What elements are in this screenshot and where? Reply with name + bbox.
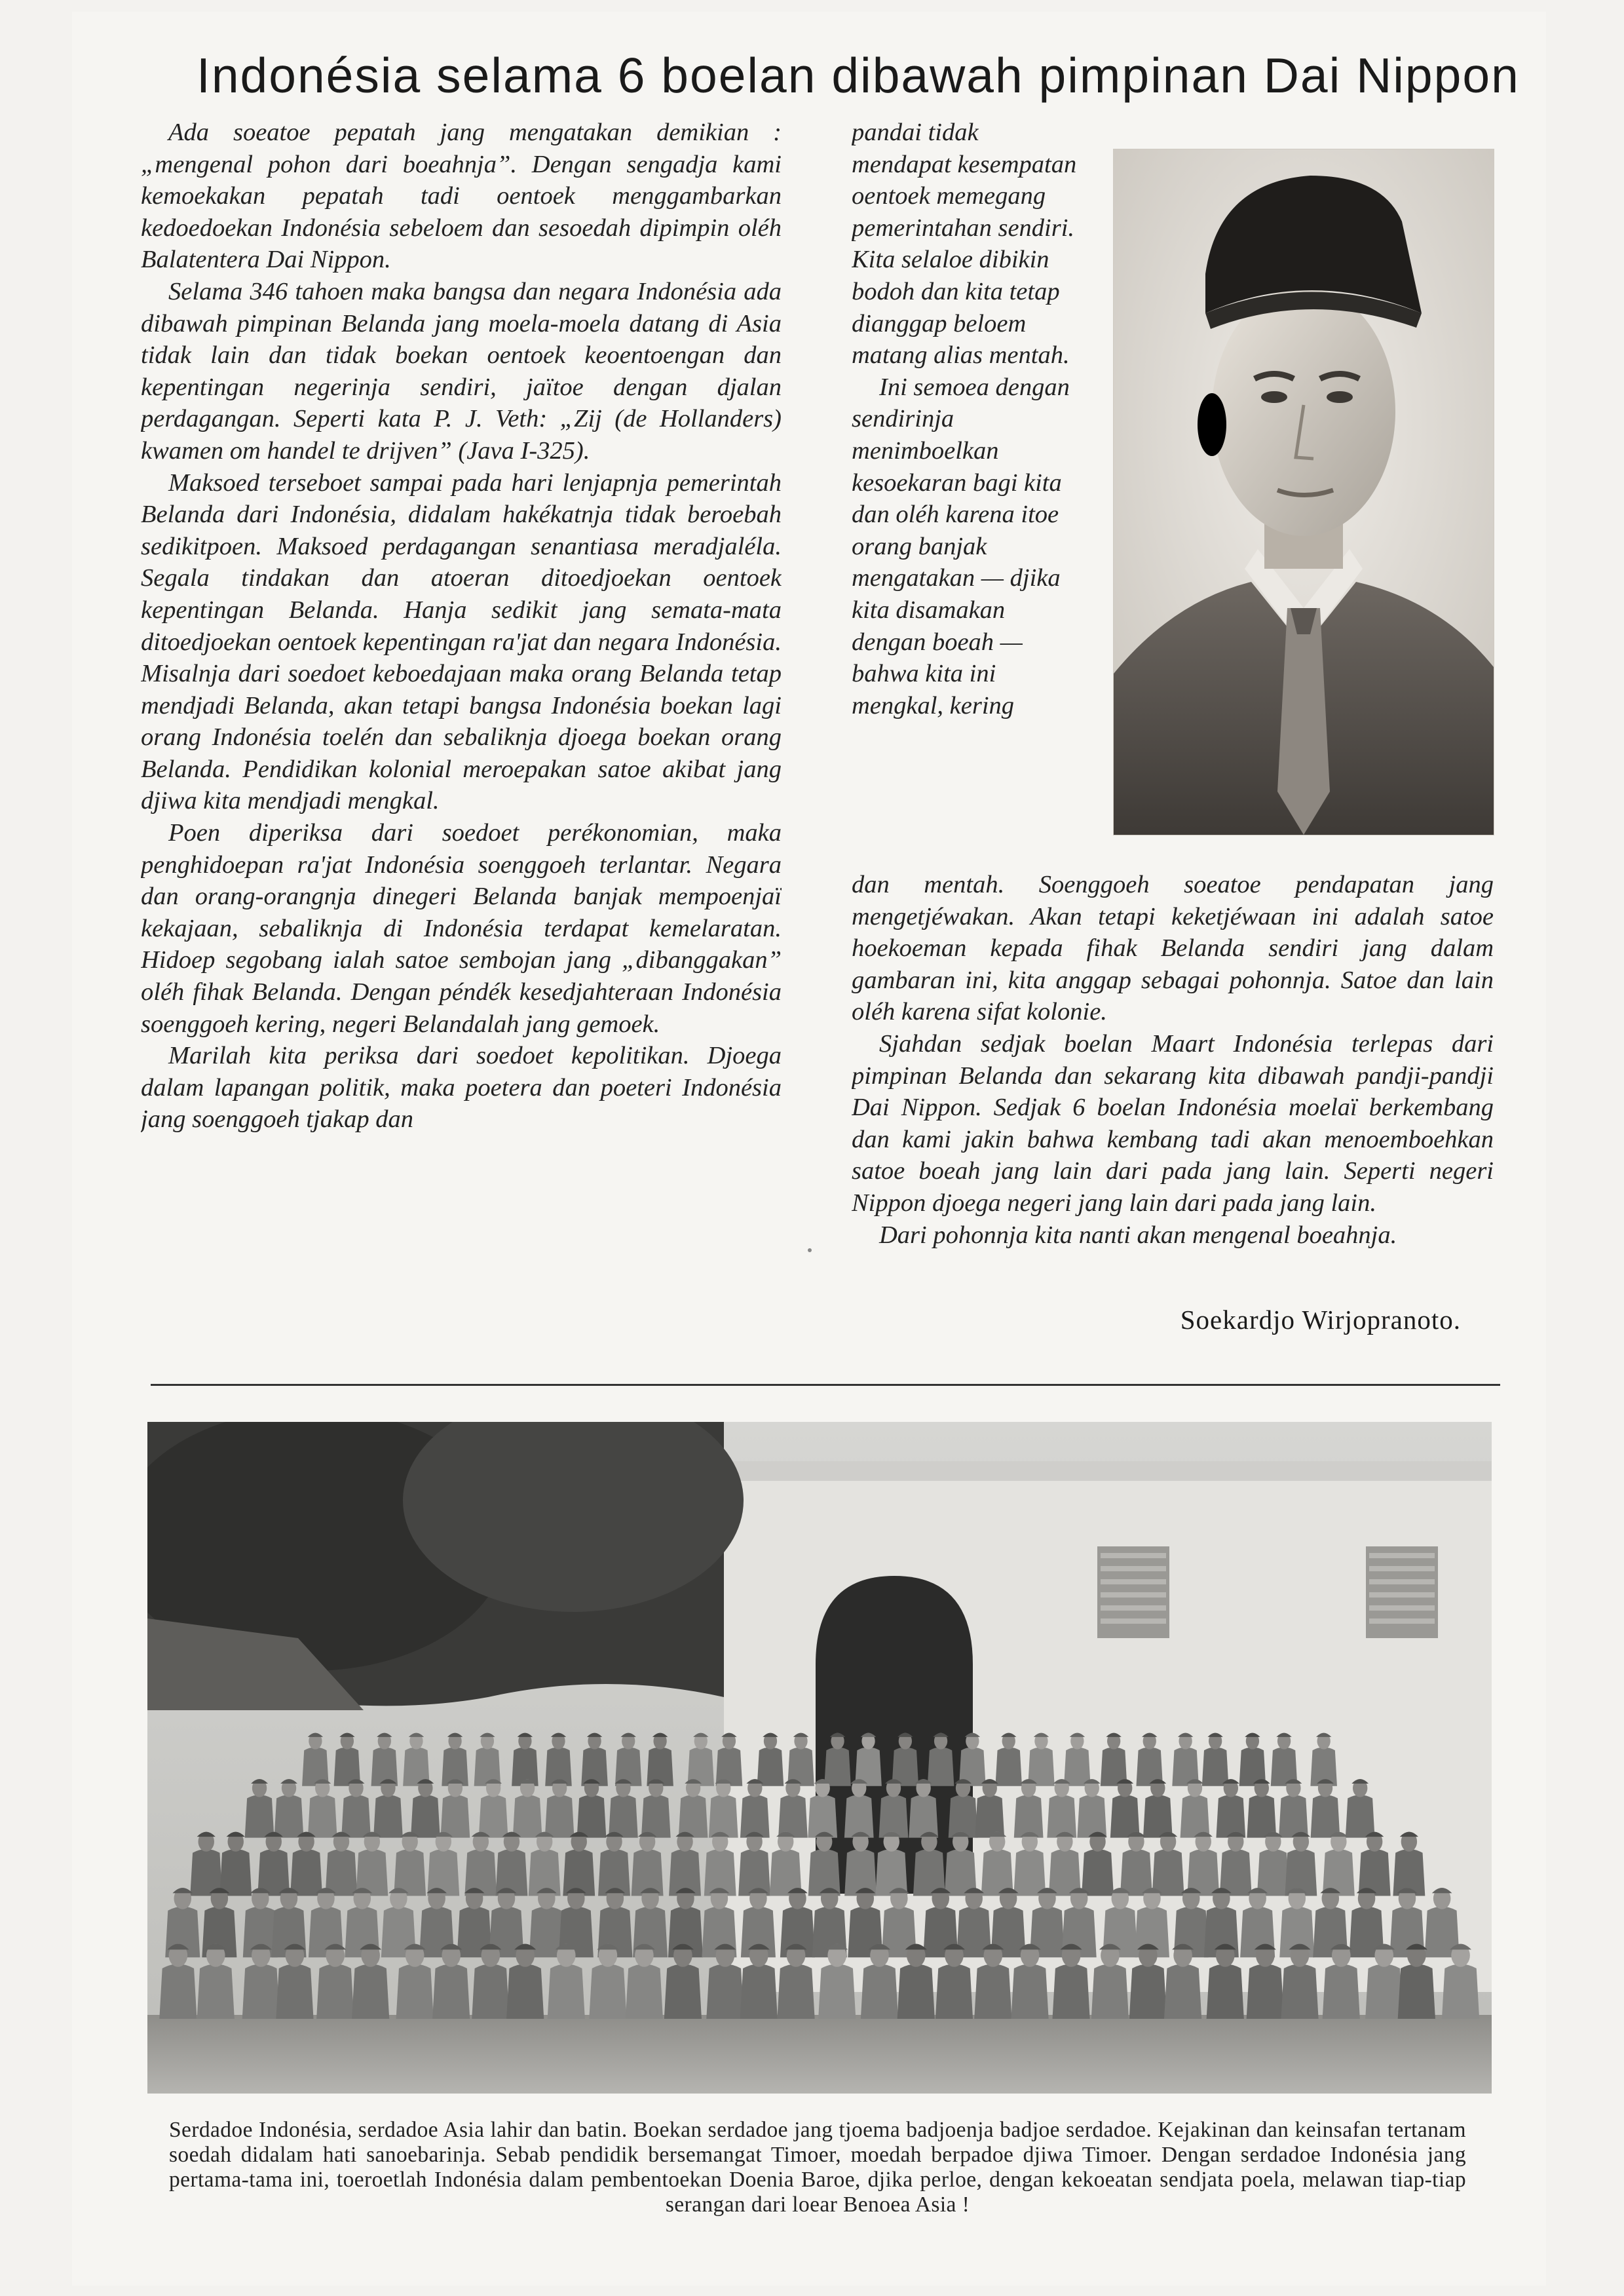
soldier-figure [1129, 1964, 1167, 2019]
soldier-figure [373, 1795, 403, 1837]
author-signature: Soekardjo Wirjopranoto. [1180, 1305, 1461, 1335]
soldier-figure [861, 1964, 898, 2019]
soldier-figure [740, 1795, 770, 1837]
soldier-figure [1110, 1795, 1140, 1837]
soldier-figure [513, 1795, 542, 1837]
soldier-figure [506, 1964, 544, 2019]
soldier-figure [879, 1795, 909, 1837]
soldier-figure [1207, 1964, 1244, 2019]
soldier-figure [1202, 1748, 1229, 1786]
soldier-figure [1011, 1964, 1048, 2019]
soldier-figure [496, 1849, 528, 1896]
paragraph: Sjahdan sedjak boelan Maart Indonésia terlepas dari pimpinan Belanda dan sekarang kita dibawah pandji-pandji Dai Nippon. Sedjak 6 boelan Indonésia moelaï berkembang dan kami jakin bahwa kembang tadi akan menoemboehkan satoe boeah jang lain dari pada jang lain. Seperti negeri Nippon djoega negeri jang lain dari pada jang lain. [852, 1029, 1494, 1217]
soldier-figure [545, 1795, 575, 1837]
soldier-figure [844, 1795, 874, 1837]
soldier-figure [935, 1964, 973, 2019]
soldier-figure [1323, 1964, 1360, 2019]
ink-speck [808, 1248, 812, 1252]
soldier-figure [577, 1795, 607, 1837]
soldier-figure [1247, 1795, 1276, 1837]
soldier-figure [778, 1795, 808, 1837]
soldier-figure [1442, 1964, 1479, 2019]
paragraph: Ada soeatoe pepatah jang mengatakan demikian : „mengenal pohon dari boeahnja”. Dengan sengadja kami kemoekakan pepatah tadi oentoek menggambarkan kedoedoekan Indonésia sebeloem dan sesoedah dipimpin oléh Balatentera Dai Nippon. [141, 119, 782, 274]
soldier-figure [290, 1849, 322, 1896]
group-photo-illustration [147, 1422, 1492, 2094]
soldier-figure [1091, 1964, 1129, 2019]
soldier-figure [1346, 1795, 1375, 1837]
soldier-figure [589, 1964, 626, 2019]
photo-caption: Serdadoe Indonésia, serdadoe Asia lahir dan batin. Boekan serdadoe jang tjoema badjoenja badjoe serdadoe. Kejakinan dan keinsafan tertanam soedah didalam hati sanoebarinja. Sebab pendidik bersemangat Timoer, moedah berpadoe djiwa Timoer. Dengan serdadoe Indonésia jang pertama-tama ini, toeroetlah Indonésia dalam pembentoekan Doenia Baroe, djika perloe, dengan kekoeatan sendjata poela, melawan tiap-tiap serangan dari loear Benoea Asia ! [169, 2118, 1466, 2217]
soldier-figure [626, 1964, 663, 2019]
portrait-illustration [1114, 149, 1494, 835]
soldier-figure [411, 1795, 440, 1837]
soldier-figure [274, 1795, 304, 1837]
soldier-figure [1152, 1849, 1184, 1896]
paragraph: Maksoed terseboet sampai pada hari lenjapnja pemerintah Belanda dari Indonésia, didalam hakékatnja tidak beroebah sedikitpoen. Maksoed perdagangan senantiasa meradjaléla. Segala tindakan dan atoeran ditoedjoekan oentoek kepentingan Belanda. Hanja sedikit jang semata-mata ditoedjoekan oentoek kepentingan ra'jat dan negara Indonésia. Misalnja dari soedoet keboedajaan maka orang Belanda tetap mendjadi Belanda, akan tetapi bangsa Indonésia boekan lagi orang Indonésia toelén dan sebaliknja djoega boekan orang Belanda. Pendidikan kolonial meroepakan satoe akibat jang djiwa kita mendjadi mengkal. [141, 469, 782, 815]
soldier-figure [159, 1964, 197, 2019]
soldier-figure [1279, 1795, 1308, 1837]
paragraph: dan mentah. Soenggoeh soeatoe pendapatan jang mengetjéwakan. Akan tetapi keketjéwaan ini adalah satoe hoekoeman kepada fihak Belanda sendiri jang dalam gambaran ini, kita anggap sebagai pohonnja. Satoe dan lain oléh karena sifat kolonie. [852, 871, 1494, 1026]
soldier-figure [897, 1964, 935, 2019]
soldier-figure [245, 1795, 274, 1837]
soldier-figure [928, 1748, 954, 1786]
soldier-figure [709, 1795, 738, 1837]
soldier-figure [1164, 1964, 1201, 2019]
soldier-figure [197, 1964, 235, 2019]
soldier-figure [479, 1795, 508, 1837]
soldier-figure [1047, 1795, 1076, 1837]
soldier-figure [757, 1748, 784, 1786]
soldier-figure [396, 1964, 434, 2019]
soldier-figure [427, 1849, 459, 1896]
soldier-figure [1365, 1964, 1403, 2019]
soldier-figure [548, 1964, 585, 2019]
soldier-figure [975, 1795, 1004, 1837]
soldier-figure [706, 1964, 744, 2019]
soldier-figure [818, 1964, 856, 2019]
soldier-figure [1281, 1964, 1318, 2019]
paragraph: Marilah kita periksa dari soedoet kepolitikan. Djoega dalam lapangan politik, maka poetera dan poeteri Indonésia jang soenggoeh tjakap dan [141, 1042, 782, 1134]
soldier-figure [1014, 1795, 1044, 1837]
paragraph: pandai tidak mendapat kesempatan oentoek memegang pemerintahan sendiri. Kita selaloe dibikin bodoh dan kita tetap dianggap beloem matang alias mentah. [852, 119, 1077, 370]
soldier-figure [974, 1964, 1011, 2019]
soldier-figure [1064, 1748, 1091, 1786]
soldier-figure [995, 1748, 1022, 1786]
soldier-figure [1311, 1795, 1340, 1837]
soldier-figure [341, 1795, 371, 1837]
soldier-figure [1398, 1964, 1435, 2019]
soldier-figure [1052, 1964, 1089, 2019]
paragraph: Selama 346 tahoen maka bangsa dan negara Indonésia ada dibawah pimpinan Belanda jang moela-moela datang di Asia tidak lain dan tidak boekan oentoek keoentoengan dan kepentingan negerinja sendiri, jaïtoe dengan djalan perdagangan. Seperti kata P. J. Veth: „Zij (de Hollanders) kwamen om handel te drijven” (Java I-325). [141, 277, 782, 465]
soldier-figure [219, 1849, 252, 1896]
soldier-figure [679, 1795, 708, 1837]
soldier-figure [308, 1795, 337, 1837]
soldier-figure [808, 1849, 840, 1896]
soldier-figure [740, 1964, 778, 2019]
soldier-figure [664, 1964, 702, 2019]
soldier-figure [824, 1748, 851, 1786]
soldier-figure [432, 1964, 470, 2019]
article-left-column [141, 117, 782, 1375]
soldier-figure [909, 1795, 938, 1837]
paragraph: Dari pohonnja kita nanti akan mengenal boeahnja. [879, 1221, 1397, 1249]
paragraph: Ini semoea dengan sendirinja menimboelkan kesoekaran bagi kita dan oléh karena itoe orang banjak mengatakan — djika kita disamakan dengan boeah — bahwa kita ini mengkal, kering [852, 373, 1070, 719]
soldier-figure [1077, 1795, 1106, 1837]
soldier-figure [1082, 1849, 1114, 1896]
soldier-figure [1013, 1849, 1046, 1896]
soldier-figure [441, 1795, 470, 1837]
author-portrait-photo [1114, 149, 1494, 835]
soldier-figure [464, 1849, 497, 1896]
soldier-figure [609, 1795, 638, 1837]
soldier-figure [641, 1795, 671, 1837]
soldiers-group-photo [147, 1422, 1492, 2094]
soldier-figure [808, 1795, 837, 1837]
section-divider [151, 1384, 1500, 1386]
article-headline: Indonésia selama 6 boelan dibawah pimpinan Dai Nippon [197, 48, 1520, 103]
article-right-column-narrow [852, 117, 1078, 869]
soldier-figure [1216, 1795, 1245, 1837]
soldier-figure [1247, 1964, 1284, 2019]
article-right-column-wide [852, 869, 1494, 1328]
soldier-figure [242, 1964, 280, 2019]
soldier-figure [1120, 1849, 1152, 1896]
paragraph: Poen diperiksa dari soedoet perékonomian, maka penghidoepan ra'jat Indonésia soenggoeh terlantar. Negara dan orang-orangnja dinegeri Belanda banjak mempoenjaï kekajaan, sebaliknja di Indonésia terdapat kemelaratan. Hidoep segobang ialah satoe sembojan jang „dibanggakan” oléh fihak Belanda. Dengan péndék kesedjahteraan Indonésia soenggoeh kering, negeri Belandalah jang gemoek. [141, 819, 782, 1038]
soldier-figure [777, 1964, 814, 2019]
soldier-figure [276, 1964, 313, 2019]
soldier-figure [949, 1795, 978, 1837]
soldier-figure [472, 1964, 509, 2019]
soldier-figure [316, 1964, 354, 2019]
soldier-figure [844, 1849, 877, 1896]
soldier-figure [1180, 1795, 1210, 1837]
soldier-figure [1143, 1795, 1173, 1837]
soldier-figure [352, 1964, 389, 2019]
